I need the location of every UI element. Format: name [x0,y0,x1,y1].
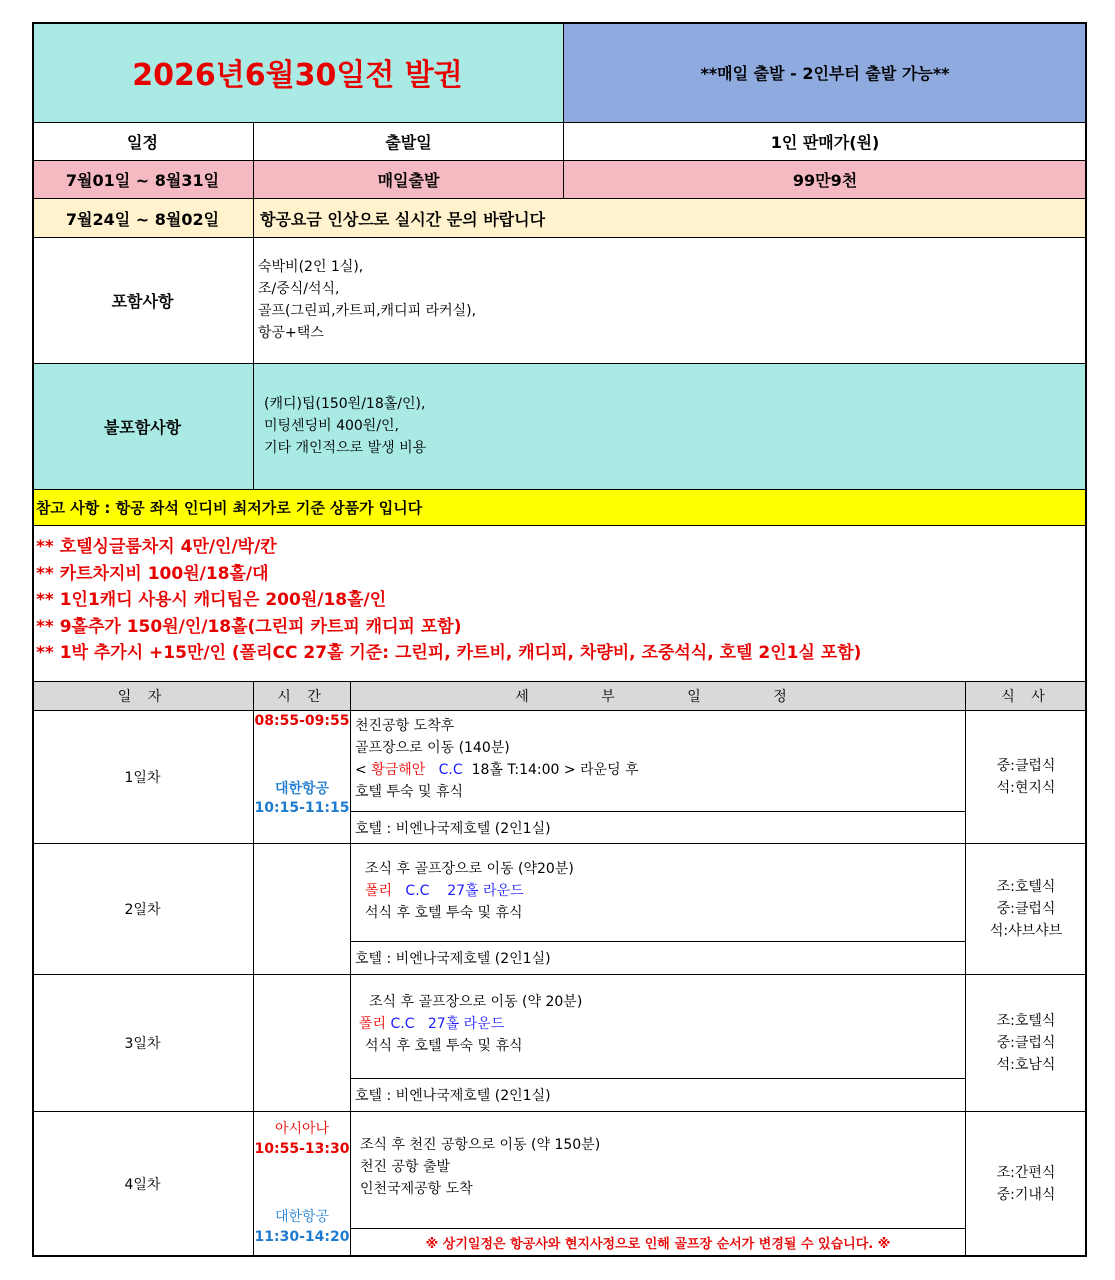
detail-line [365,880,965,902]
day-time-cell [254,1112,351,1257]
detail-line: 천진 공항 출발 [360,1159,451,1175]
excluded-item: (캐디)팁(150원/18홀/인), [264,396,426,412]
course-cc: C.C [405,883,430,899]
meal-item: 중:기내식 [996,1187,1056,1203]
detail-line: 조식 후 골프장으로 이동 (약20분) [365,861,574,877]
flight-time: 08:55-09:55 [254,713,350,729]
excluded-list [254,364,1087,490]
included-item: 항공+택스 [258,325,324,341]
meal-item: 석:샤브샤브 [989,923,1063,939]
column-schedule: 일정 [32,123,254,161]
excluded-item: 기타 개인적으로 발생 비용 [264,440,427,456]
note-row-message: 항공요금 인상으로 실시간 문의 바랍니다 [254,199,1087,238]
charge-note: ** 1인1캐디 사용시 캐디팁은 200원/18홀/인 [36,590,387,610]
day-label: 4일차 [32,1112,254,1257]
detail-line: 석식 후 호텔 투숙 및 휴식 [365,1038,523,1054]
price-row-departure: 매일출발 [254,161,564,199]
hotel-info: 호텔 : 비엔나국제호텔 (2인1실) [351,812,966,844]
detail-line [355,759,965,781]
airline-name: 아시아나 [274,1121,330,1137]
price-row-price: 99만9천 [564,161,1087,199]
day-time-cell [254,844,351,975]
day-detail [351,711,966,812]
detail-line: 조식 후 천진 공항으로 이동 (약 150분) [360,1137,601,1153]
day-detail [351,975,966,1079]
column-departure: 출발일 [254,123,564,161]
flight-time: 10:15-11:15 [254,800,350,816]
charge-note: ** 카트차지비 100원/18홀/대 [36,563,269,584]
meal-item: 중:클럽식 [996,901,1056,917]
meal-cell [966,711,1087,844]
detail-line: 조식 후 골프장으로 이동 (약 20분) [369,994,583,1010]
course-cc: C.C [438,762,463,778]
meal-cell [966,1112,1087,1257]
header-title-cell [32,22,564,123]
day-detail [351,844,966,942]
price-row-period: 7월01일 ~ 8월31일 [32,161,254,199]
included-list [254,238,1087,364]
itinerary-header-time: 시 간 [254,682,351,711]
itinerary-header-day: 일 자 [32,682,254,711]
course-name: 폴리 [359,1016,387,1032]
header-subtitle: **매일 출발 - 2인부터 출발 가능** [700,63,950,83]
flight-time: 10:55-13:30 [254,1141,350,1157]
flight-time: 11:30-14:20 [254,1229,350,1245]
included-label: 포함사항 [32,238,254,364]
day-time-cell [254,975,351,1112]
course-name: 황금해안 [371,762,426,778]
detail-line: 석식 후 호텔 투숙 및 휴식 [365,905,523,921]
meal-item: 석:현지식 [996,780,1056,796]
meal-cell [966,975,1087,1112]
included-item: 조/중식/석식, [258,281,340,297]
detail-line [359,1013,965,1035]
airline-name: 대한항공 [274,781,330,797]
day-label: 3일차 [32,975,254,1112]
excluded-label: 불포함사항 [32,364,254,490]
charge-note: ** 1박 추가시 +15만/인 (폴리CC 27홀 기준: 그린피, 카트비, 캐디피, 차량비, 조중석식, 호텔 2인1실 포함) [36,643,862,663]
detail-line: 천진공항 도착후 [355,718,455,734]
meal-item: 조:호텔식 [996,1013,1056,1029]
note-row-period: 7월24일 ~ 8월02일 [32,199,254,238]
charge-note: ** 호텔싱글룸차지 4만/인/박/칸 [36,537,277,557]
detail-text: < [355,762,372,778]
airline-name: 대한항공 [274,1209,330,1225]
schedule-change-notice: ※ 상기일정은 항공사와 현지사정으로 인해 골프장 순서가 변경될 수 있습니다. ※ [351,1229,966,1257]
course-name: 폴리 [365,883,393,899]
detail-line: 골프장으로 이동 (140분) [355,740,510,756]
day-label: 1일차 [32,711,254,844]
hotel-info: 호텔 : 비엔나국제호텔 (2인1실) [351,942,966,975]
extra-charges [32,526,1087,682]
page-title: 2026년6월30일전 발권 [132,58,463,93]
column-price: 1인 판매가(원) [564,123,1087,161]
itinerary-header-detail: 세 부 일 정 [351,682,966,711]
hotel-info: 호텔 : 비엔나국제호텔 (2인1실) [351,1079,966,1112]
day-detail [351,1112,966,1229]
detail-text: 18홀 T:14:00 > 라운딩 후 [471,762,639,778]
excluded-item: 미팅센딩비 400원/인, [264,418,400,434]
itinerary-header-meal: 식 사 [966,682,1087,711]
detail-line: 인천국제공항 도착 [360,1181,473,1197]
day-time-cell [254,711,351,844]
meal-item: 중:클럽식 [996,1035,1056,1051]
included-item: 숙박비(2인 1실), [258,259,364,275]
detail-line: 호텔 투숙 및 휴식 [355,784,464,800]
meal-cell [966,844,1087,975]
course-round: 27홀 라운드 [447,883,524,899]
course-cc: C.C [390,1016,415,1032]
charge-note: ** 9홀추가 150원/인/18홀(그린피 카트피 캐디피 포함) [36,616,462,637]
day-label: 2일차 [32,844,254,975]
meal-item: 석:호남식 [996,1057,1056,1073]
meal-item: 중:클럽식 [996,758,1056,774]
included-item: 골프(그린피,카트피,캐디피 라커실), [258,303,477,319]
header-subtitle-cell [564,22,1087,123]
meal-item: 조:간편식 [996,1165,1056,1181]
reference-note: 참고 사항 : 항공 좌석 인디비 최저가로 기준 상품가 입니다 [32,490,1087,526]
course-round: 27홀 라운드 [427,1016,505,1032]
meal-item: 조:호텔식 [996,879,1056,895]
